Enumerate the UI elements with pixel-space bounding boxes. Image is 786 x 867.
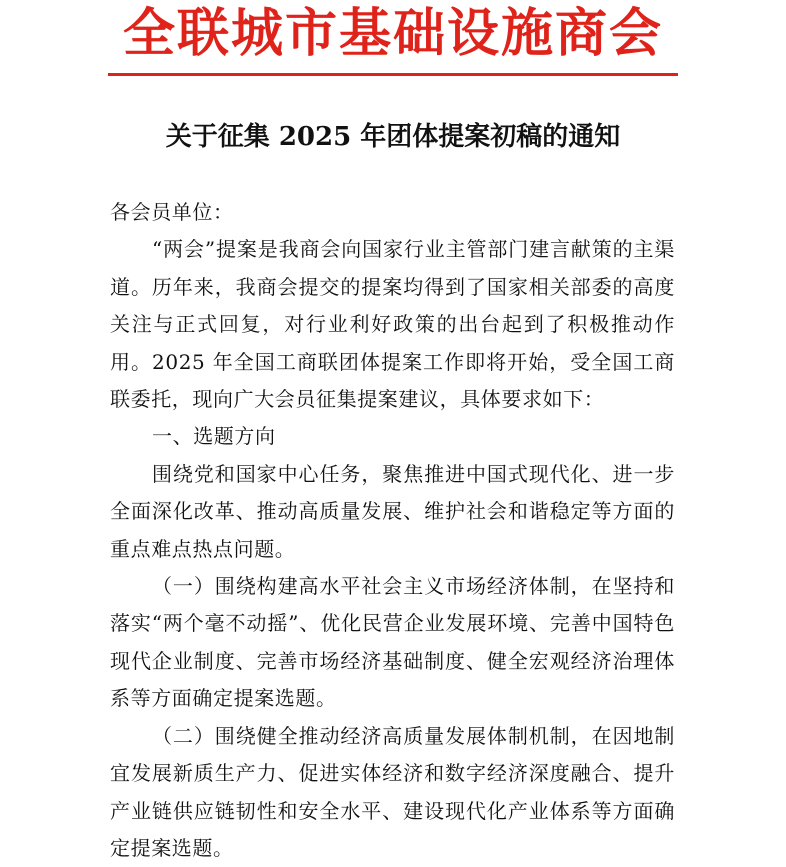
salutation: 各会员单位： [110, 200, 234, 224]
paragraph-item-2: （二）围绕健全推动经济高质量发展体制机制，在因地制宜发展新质生产力、促进实体经济和数字经济深度融合、提升产业链供应链韧性和安全水平、建设现代化产业体系等方面确定提案选题。 [110, 723, 675, 860]
paragraph-topic-direction: 围绕党和国家中心任务，聚焦推进中国式现代化、进一步全面深化改革、推动高质量发展、维护社会和谐稳定等方面的重点难点热点问题。 [110, 461, 675, 561]
letterhead-divider [108, 73, 678, 76]
paragraph-item-1: （一）围绕构建高水平社会主义市场经济体制，在坚持和落实“两个毫不动摇”、优化民营企业发展环境、完善中国特色现代企业制度、完善市场经济基础制度、健全宏观经济治理体系等方面确定提案选题。 [110, 574, 675, 711]
section-heading-topic-direction: 一、选题方向 [152, 424, 276, 449]
paragraph-intro: “两会”提案是我商会向国家行业主管部门建言献策的主渠道。历年来，我商会提交的提案均得到了国家相关部委的高度关注与正式回复，对行业利好政策的出台起到了积极推动作用。2025 年全国工商联团体提案工作即将开始，受全国工商联委托，现向广大会员征集提案建议，具体要求如下： [110, 237, 675, 412]
document-body [110, 194, 675, 867]
document-title: 关于征集 2025 年团体提案初稿的通知 [165, 122, 621, 152]
letterhead-org-name: 全联城市基础设施商会 [122, 3, 663, 64]
